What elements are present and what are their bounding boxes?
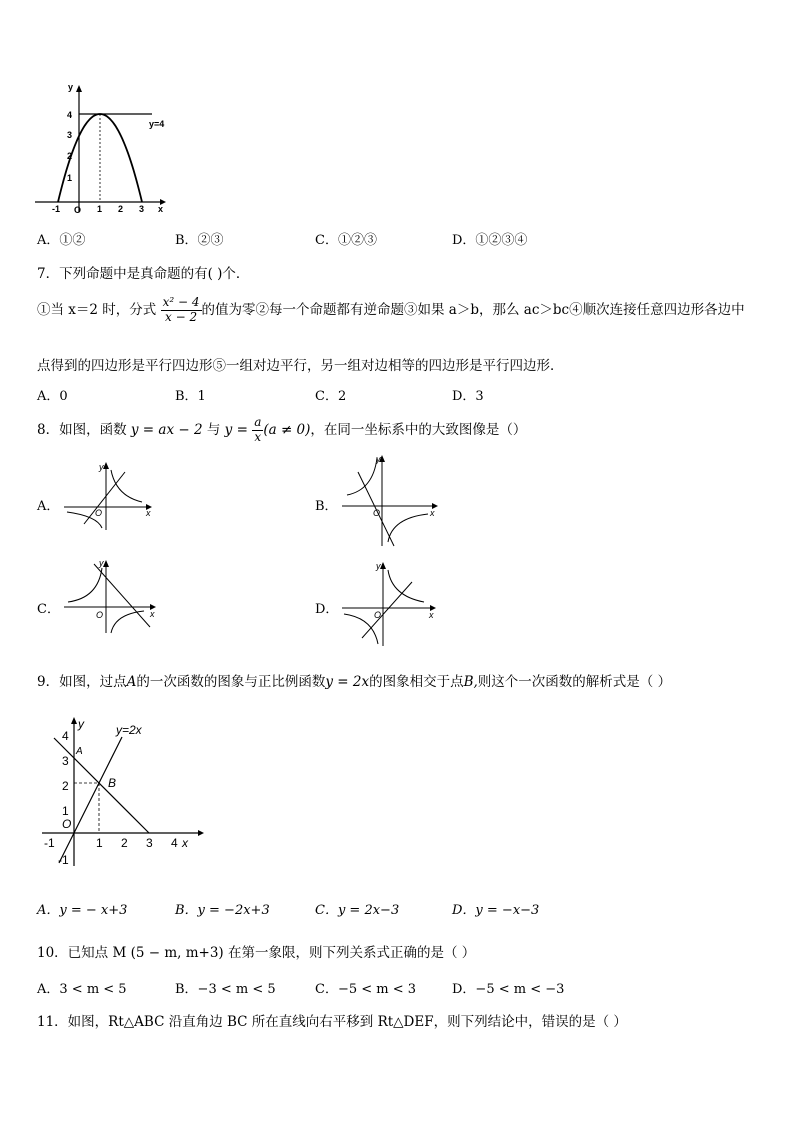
q6-x-tick-1: 1 (97, 204, 103, 214)
q8-graph-a[interactable] (62, 458, 157, 533)
q8-label-a[interactable]: A． (37, 499, 60, 514)
q7-statement-line2: 点得到的四边形是平行四边形⑤一组对边平行，另一组对边相等的四边形是平行四边形． (37, 358, 564, 374)
q9-point-a: A (126, 674, 137, 690)
q8a-x: x (146, 508, 151, 518)
q6-x-tick-2: 2 (118, 204, 124, 214)
q9-point-b: B, (463, 674, 478, 690)
q8b-o: O (373, 508, 381, 518)
q9-y-tick-neg1: -1 (58, 853, 69, 867)
q9-option-b[interactable]: B．y = −2x+3 (175, 903, 270, 918)
q6-option-b[interactable]: B．②③ (175, 233, 224, 248)
q9-title-b: 的一次函数的图象与正比例函数 (136, 674, 326, 690)
q6-parabola-graph (30, 78, 180, 218)
q8-fraction (252, 416, 263, 445)
q8-graph-b[interactable] (340, 450, 440, 550)
q7-frac-num: x² − 4 (162, 295, 200, 309)
q8c-o: O (96, 610, 104, 620)
q8b-y: y (376, 454, 381, 464)
q6-x-tick-neg1: -1 (52, 204, 61, 214)
q9-line-label: y=2x (116, 723, 142, 737)
q10-option-b[interactable]: B．−3 < m < 5 (175, 982, 276, 997)
q7-option-b[interactable]: B．1 (175, 389, 206, 404)
q9-title-c: 的图象相交于点 (369, 674, 464, 690)
q8b-x: x (430, 508, 435, 518)
q9-option-a[interactable]: A．y = − x+3 (37, 903, 128, 918)
q7-option-a[interactable]: A．0 (37, 389, 68, 404)
q8-title-b: 与 (206, 421, 221, 438)
q8-expr2-cond: (a ≠ 0) (263, 421, 311, 438)
q9-y-tick-1: 1 (62, 804, 69, 818)
q8d-o: O (374, 610, 382, 620)
q8-title-a: 8．如图，函数 (37, 421, 127, 438)
q8-graph-c[interactable] (62, 556, 162, 636)
q6-y-tick-3: 3 (67, 130, 73, 140)
q8-title-c: ，在同一坐标系中的大致图像是（） (310, 421, 527, 438)
q8c-y: y (99, 558, 104, 568)
q6-option-a[interactable]: A．①② (37, 233, 86, 248)
q7-title: 7．下列命题中是真命题的有( )个． (37, 266, 250, 282)
q8-expr1: y = ax − 2 (130, 421, 203, 438)
q9-x-tick-1: 1 (96, 836, 103, 850)
q8-expr2-lhs: y = (224, 421, 248, 438)
q7-fraction (161, 296, 202, 325)
q7-option-c[interactable]: C．2 (315, 389, 347, 404)
q10-option-a[interactable]: A．3 < m < 5 (37, 982, 127, 997)
q7-line1-b: 的值为零②每一个命题都有逆命题③如果 a＞b，那么 ac＞bc④顺次连接任意四边形各边中 (201, 301, 745, 318)
q8d-y: y (376, 561, 381, 571)
q8-frac-num: a (254, 415, 262, 429)
q11-title: 11．如图，Rt△ABC 沿直角边 BC 所在直线向右平移到 Rt△DEF，则下列结论中，错误的是（ ） (37, 1014, 627, 1030)
q9-title-a: 9．如图，过点 (37, 674, 127, 690)
q8-label-d[interactable]: D． (315, 602, 339, 617)
q9-x-tick-3: 3 (146, 836, 153, 850)
q9-y-tick-3: 3 (62, 754, 69, 768)
q9-point-b-label: B (108, 776, 117, 790)
q6-y-label: y (68, 82, 74, 92)
q9-title-d: 则这个一次函数的解析式是（ ） (477, 674, 672, 690)
q7-line1-a: ①当 x＝2 时，分式 (37, 301, 157, 318)
q6-x-label: x (158, 204, 164, 214)
q6-option-c[interactable]: C．①②③ (315, 233, 377, 248)
q8-frac-den: x (254, 429, 262, 444)
q8-graph-d[interactable] (340, 558, 440, 648)
q9-expr: y = 2x (325, 674, 370, 690)
q9-y-label: y (78, 717, 84, 731)
q6-y-tick-2: 2 (67, 151, 73, 161)
q9-option-c[interactable]: C．y = 2x−3 (315, 903, 400, 918)
q9-x-tick-neg1: -1 (44, 836, 55, 850)
q9-y-tick-4: 4 (62, 729, 69, 743)
q7-statement-line1 (37, 296, 745, 325)
q8a-y: y (99, 462, 104, 472)
q8a-o: O (95, 508, 103, 518)
q9-title (37, 670, 671, 690)
q8-label-b[interactable]: B． (315, 499, 338, 514)
q10-option-d[interactable]: D．−5 < m < −3 (452, 982, 565, 997)
q6-x-tick-3: 3 (139, 204, 145, 214)
q8d-x: x (429, 610, 434, 620)
q8-title (37, 416, 526, 445)
q9-line-graph (38, 712, 208, 872)
q9-x-label: x (182, 836, 188, 850)
q8-label-c[interactable]: C． (37, 602, 60, 617)
q6-line-label: y=4 (149, 119, 165, 129)
q7-frac-den: x − 2 (165, 309, 198, 324)
q9-point-a-label: A (76, 746, 83, 757)
q6-y-tick-4: 4 (67, 110, 73, 120)
q9-x-tick-4: 4 (171, 836, 178, 850)
q9-y-tick-2: 2 (62, 779, 69, 793)
q9-x-tick-2: 2 (121, 836, 128, 850)
q8c-x: x (150, 609, 155, 619)
q10-title: 10．已知点 M (5 − m, m+3) 在第一象限，则下列关系式正确的是（ ） (37, 945, 476, 961)
q6-origin: O (74, 205, 82, 215)
q6-y-tick-1: 1 (67, 173, 73, 183)
q10-option-c[interactable]: C．−5 < m < 3 (315, 982, 417, 997)
q9-option-d[interactable]: D．y = −x−3 (452, 903, 540, 918)
q6-option-d[interactable]: D．①②③④ (452, 233, 528, 248)
q7-option-d[interactable]: D．3 (452, 389, 484, 404)
q9-origin: O (62, 817, 72, 831)
